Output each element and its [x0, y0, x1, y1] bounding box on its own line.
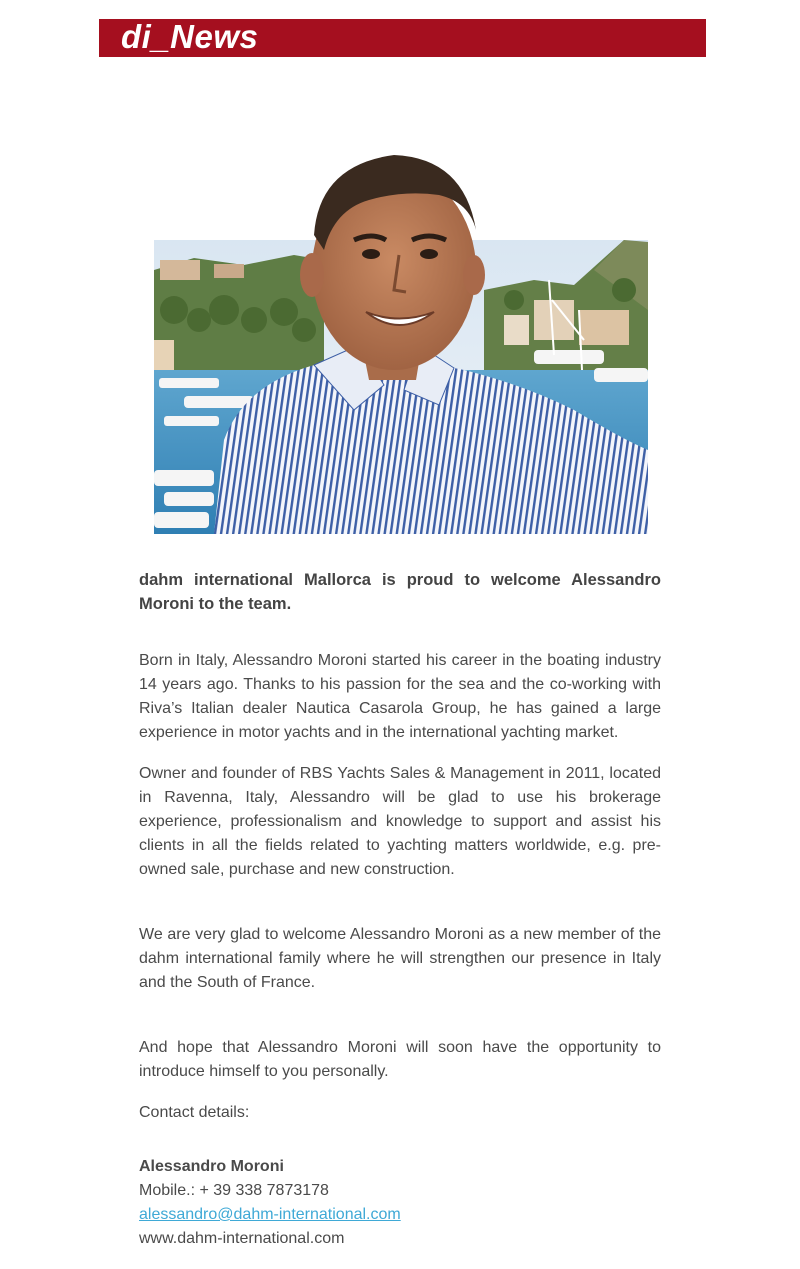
- contact-website: www.dahm-international.com: [139, 1230, 345, 1247]
- banner-logo-title: di_News: [121, 18, 259, 55]
- article-paragraph: Born in Italy, Alessandro Moroni started his career in the boating industry 14 years ago. Thanks to his passion for the sea and the co-working with Riva’s Italian dealer Nautica Casarola Group, he has gained a large experience in motor yachts and in the international yachting market.: [139, 652, 661, 741]
- article-paragraph: Owner and founder of RBS Yachts Sales & Management in 2011, located in Ravenna, Italy, Alessandro will be glad to use his brokerage experience, professionalism and knowledge to support and assist his clients in all the fields related to yachting matters worldwide, e.g. pre-owned sale, purchase and new construction.: [139, 765, 661, 878]
- contact-email-link[interactable]: alessandro@dahm-international.com: [139, 1206, 401, 1223]
- contact-block: [139, 1155, 661, 1251]
- article-paragraph: And hope that Alessandro Moroni will soon have the opportunity to introduce himself to you personally.: [139, 1039, 661, 1080]
- article-headline: dahm international Mallorca is proud to welcome Alessandro Moroni to the team.: [139, 571, 661, 613]
- portrait-photo: [154, 140, 648, 534]
- news-banner: [99, 19, 706, 57]
- contact-label: Contact details:: [139, 1104, 250, 1121]
- contact-mobile: Mobile.: + 39 338 7873178: [139, 1182, 329, 1199]
- article-paragraph: We are very glad to welcome Alessandro Moroni as a new member of the dahm international family where he will strengthen our presence in Italy and the South of France.: [139, 926, 661, 991]
- article-body: [139, 568, 661, 1251]
- contact-name: Alessandro Moroni: [139, 1158, 284, 1175]
- portrait-illustration: [154, 140, 648, 534]
